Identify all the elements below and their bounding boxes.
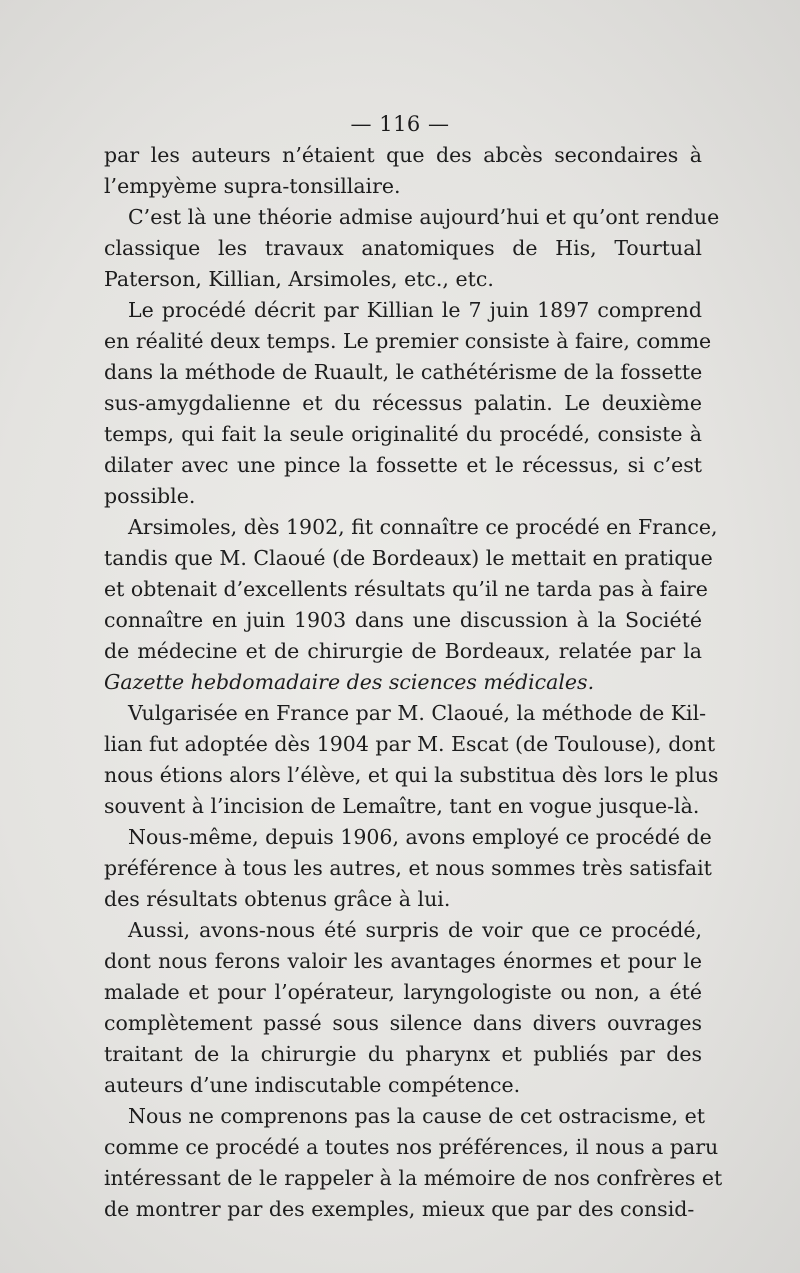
text-line: Aussi, avons-nous été surpris de voir que ce procédé,	[128, 918, 702, 942]
text-line: connaître en juin 1903 dans une discussion à la Société	[104, 608, 702, 632]
text-line: et obtenait d’excellents résultats qu’il ne tarda pas à faire	[104, 577, 708, 601]
text-line: de montrer par des exemples, mieux que par des consid-	[104, 1197, 695, 1221]
text-line: dilater avec une pince la fossette et le récessus, si c’est	[104, 453, 702, 477]
text-line: Vulgarisée en France par M. Claoué, la méthode de Kil-	[128, 701, 707, 725]
paragraph	[104, 1101, 723, 1225]
journal-title: Gazette hebdomadaire des sciences médicales.	[104, 670, 595, 694]
text-line: l’empyème supra-tonsillaire.	[104, 174, 401, 198]
text-line: par les auteurs n’étaient que des abcès secondaires à	[104, 143, 702, 167]
text-line: en réalité deux temps. Le premier consiste à faire, comme	[104, 329, 712, 353]
paragraph	[104, 295, 712, 512]
text-line: lian fut adoptée dès 1904 par M. Escat (de Toulouse), dont	[104, 732, 716, 756]
text-line: Paterson, Killian, Arsimoles, etc., etc.	[104, 267, 494, 291]
body-text	[104, 140, 723, 1225]
paragraph	[104, 822, 712, 915]
text-line: classique les travaux anatomiques de His, Tourtual	[104, 236, 702, 260]
text-line: Le procédé décrit par Killian le 7 juin 1897 comprend	[128, 298, 702, 322]
text-line: préférence à tous les autres, et nous sommes très satisfait	[104, 856, 712, 880]
page-number: — 116 —	[350, 112, 450, 136]
text-line: tandis que M. Claoué (de Bordeaux) le mettait en pratique	[104, 546, 713, 570]
text-line: de médecine et de chirurgie de Bordeaux, relatée par la	[104, 639, 702, 663]
text-line: traitant de la chirurgie du pharynx et publiés par des	[104, 1042, 702, 1066]
text-line: complètement passé sous silence dans divers ouvrages	[104, 1011, 702, 1035]
paragraph	[104, 915, 702, 1101]
text-line: souvent à l’incision de Lemaître, tant en vogue jusque-là.	[104, 794, 700, 818]
text-line: dont nous ferons valoir les avantages énormes et pour le	[104, 949, 702, 973]
journal-title-line	[104, 667, 702, 698]
text-line: auteurs d’une indiscutable compétence.	[104, 1073, 521, 1097]
text-line: Nous ne comprenons pas la cause de cet ostracisme, et	[128, 1104, 706, 1128]
text-line: possible.	[104, 484, 196, 508]
text-line: nous étions alors l’élève, et qui la substitua dès lors le plus	[104, 763, 719, 787]
text-line: sus-amygdalienne et du récessus palatin. Le deuxième	[104, 391, 702, 415]
text-line: malade et pour l’opérateur, laryngologiste ou non, a été	[104, 980, 702, 1004]
text-line: intéressant de le rappeler à la mémoire de nos confrères et	[104, 1166, 723, 1190]
text-line: des résultats obtenus grâce à lui.	[104, 887, 451, 911]
paragraph	[104, 698, 719, 822]
paragraph	[104, 140, 702, 202]
paragraph	[104, 512, 718, 698]
text-line: dans la méthode de Ruault, le cathétérisme de la fossette	[104, 360, 703, 384]
text-line: temps, qui fait la seule originalité du procédé, consiste à	[104, 422, 702, 446]
text-line: Nous-même, depuis 1906, avons employé ce procédé de	[128, 825, 712, 849]
paragraph	[104, 202, 720, 295]
text-line: comme ce procédé a toutes nos préférences, il nous a paru	[104, 1135, 719, 1159]
text-line: C’est là une théorie admise aujourd’hui et qu’ont rendue	[128, 205, 720, 229]
text-line: Arsimoles, dès 1902, fit connaître ce procédé en France,	[128, 515, 718, 539]
